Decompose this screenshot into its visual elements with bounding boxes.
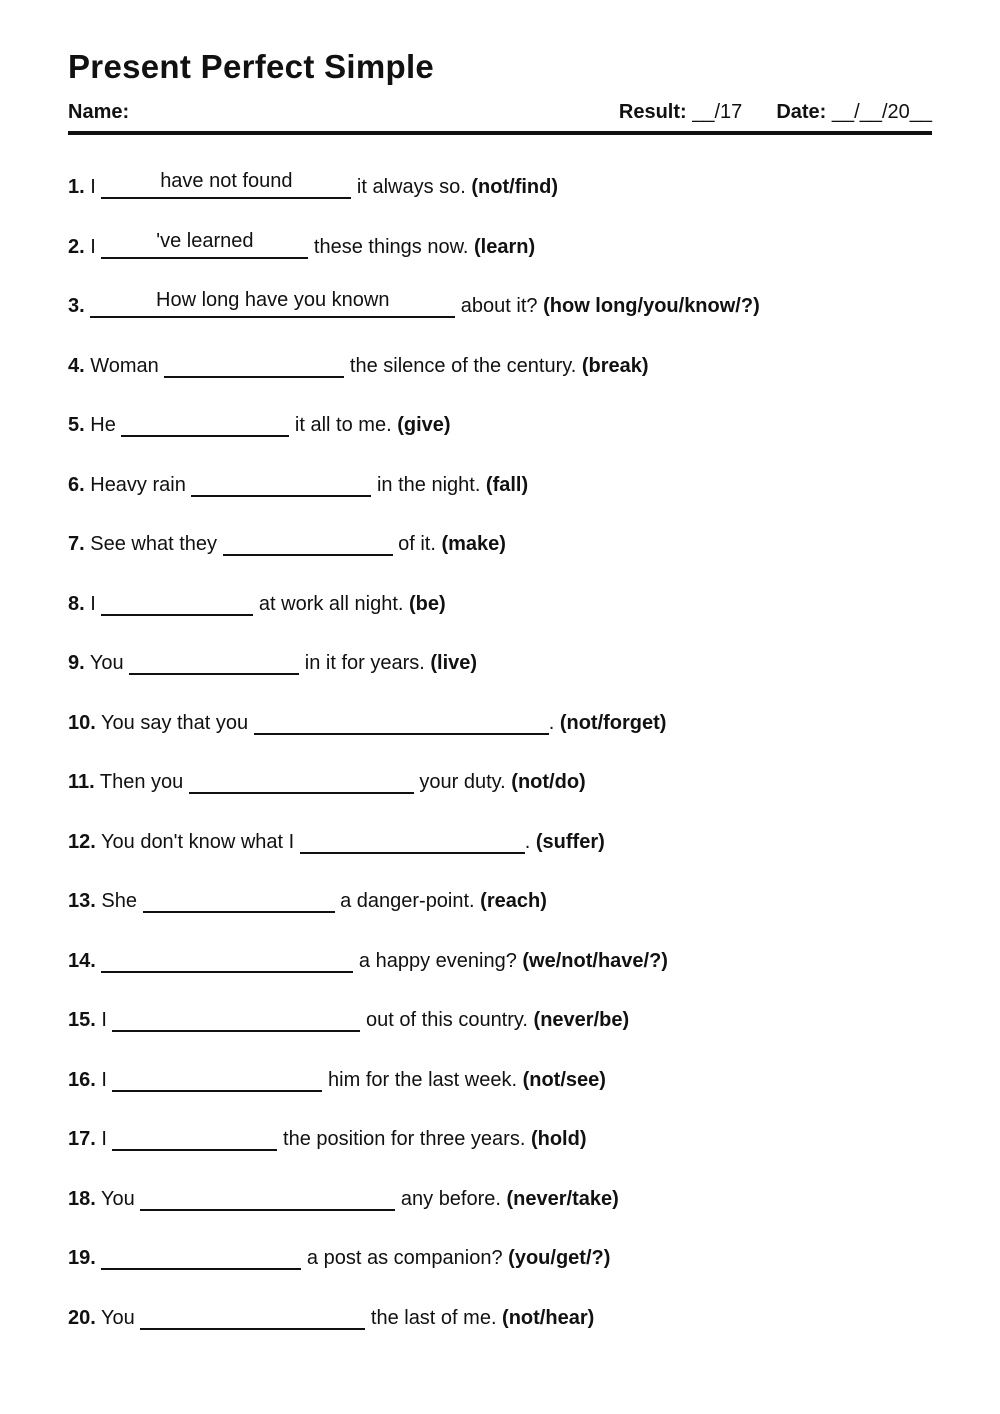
item-pre-text: You don't know what I	[95, 830, 300, 853]
item-number: 4.	[68, 354, 85, 377]
exercise-list	[68, 170, 932, 1331]
blank-answer-text: 've learned	[156, 229, 254, 252]
blank-answer-text: How long have you known	[156, 289, 390, 311]
item-post-text: .	[524, 830, 531, 853]
item-number: 20.	[68, 1306, 96, 1329]
answer-blank[interactable]	[112, 1125, 277, 1151]
exercise-item	[68, 828, 932, 855]
item-hint: (make)	[435, 533, 506, 555]
item-post-text: .	[548, 711, 555, 734]
answer-blank[interactable]	[254, 709, 549, 735]
exercise-item	[68, 530, 932, 557]
item-hint: (not/do)	[505, 771, 586, 793]
item-post-text: the silence of the century.	[344, 354, 577, 377]
item-post-text: your duty.	[413, 771, 506, 793]
item-post-text: about it?	[455, 295, 538, 317]
item-hint: (you/get/?)	[502, 1247, 611, 1269]
answer-blank[interactable]	[90, 289, 455, 318]
blank-answer-text: have not found	[160, 170, 293, 192]
item-hint: (reach)	[474, 890, 547, 912]
item-post-text: the position for three years.	[277, 1128, 526, 1150]
item-pre-text: I	[95, 1009, 113, 1031]
exercise-item	[68, 590, 932, 617]
item-number: 18.	[68, 1187, 96, 1210]
item-pre-text: You	[95, 1306, 141, 1329]
item-post-text: a danger-point.	[334, 890, 475, 912]
item-post-text: it all to me.	[289, 414, 392, 436]
item-number: 10.	[68, 711, 96, 734]
item-hint: (fall)	[480, 473, 529, 496]
answer-blank[interactable]	[101, 590, 253, 616]
exercise-item	[68, 1125, 932, 1152]
item-number: 16.	[68, 1068, 96, 1091]
item-pre-text: I	[84, 176, 102, 198]
item-hint: (suffer)	[530, 830, 605, 853]
item-post-text: out of this country.	[360, 1009, 528, 1031]
header-meta-row	[68, 100, 932, 124]
page-title: Present Perfect Simple	[68, 48, 435, 85]
item-post-text: it always so.	[351, 176, 466, 198]
item-post-text: the last of me.	[365, 1306, 497, 1329]
answer-blank[interactable]	[112, 1006, 360, 1032]
item-post-text: in it for years.	[299, 652, 425, 674]
item-number: 12.	[68, 830, 96, 853]
item-pre-text: I	[84, 592, 102, 615]
answer-blank[interactable]	[191, 471, 371, 497]
item-number: 17.	[68, 1128, 96, 1150]
item-hint: (not/hear)	[496, 1306, 595, 1329]
item-pre-text: See what they	[84, 533, 223, 555]
exercise-item	[68, 289, 932, 319]
answer-blank[interactable]	[140, 1185, 395, 1211]
item-hint: (we/not/have/?)	[516, 949, 668, 972]
exercise-item	[68, 352, 932, 379]
item-post-text: him for the last week.	[322, 1068, 518, 1091]
result-date-group	[619, 100, 932, 124]
exercise-item	[68, 170, 932, 200]
item-post-text: any before.	[395, 1187, 501, 1210]
exercise-item	[68, 411, 932, 438]
item-number: 19.	[68, 1247, 96, 1269]
item-post-text: of it.	[392, 533, 436, 555]
item-hint: (never/be)	[527, 1009, 630, 1031]
item-hint: (hold)	[525, 1128, 587, 1150]
item-number: 2.	[68, 235, 85, 258]
item-post-text: these things now.	[308, 235, 469, 258]
name-label: Name:	[68, 101, 130, 123]
exercise-item	[68, 1006, 932, 1033]
item-number: 11.	[68, 771, 95, 793]
exercise-item	[68, 471, 932, 498]
item-hint: (learn)	[468, 235, 536, 258]
item-hint: (never/take)	[500, 1187, 619, 1210]
item-number: 8.	[68, 592, 85, 615]
exercise-item	[68, 229, 932, 260]
item-post-text: a happy evening?	[353, 949, 517, 972]
answer-blank[interactable]	[101, 170, 351, 199]
item-pre-text: I	[95, 1068, 113, 1091]
item-post-text: at work all night.	[253, 592, 404, 615]
answer-blank[interactable]	[140, 1304, 365, 1330]
item-number: 13.	[68, 890, 96, 912]
exercise-item	[68, 1304, 932, 1331]
item-hint: (not/find)	[465, 176, 559, 198]
answer-blank[interactable]	[164, 352, 344, 378]
answer-blank[interactable]	[101, 1244, 301, 1270]
item-hint: (give)	[391, 414, 451, 436]
date-value: __/__/20__	[831, 101, 932, 123]
answer-blank[interactable]	[143, 887, 335, 913]
item-number: 3.	[68, 295, 85, 317]
item-pre-text: I	[84, 235, 102, 258]
exercise-item	[68, 1066, 932, 1093]
exercise-item	[68, 649, 932, 676]
item-pre-text: Woman	[84, 354, 165, 377]
item-pre-text: I	[95, 1128, 113, 1150]
answer-blank[interactable]	[300, 828, 525, 854]
result-value: __/17	[692, 101, 743, 123]
date-label: Date:	[776, 101, 827, 123]
answer-blank[interactable]	[101, 229, 308, 259]
item-number: 5.	[68, 414, 85, 436]
answer-blank[interactable]	[129, 649, 299, 675]
item-pre-text: He	[84, 414, 122, 436]
item-pre-text: Then you	[94, 771, 189, 793]
answer-blank[interactable]	[189, 768, 414, 794]
item-hint: (be)	[403, 592, 446, 615]
item-hint: (not/see)	[517, 1068, 606, 1091]
item-number: 14.	[68, 949, 96, 972]
item-number: 1.	[68, 176, 85, 198]
item-hint: (not/forget)	[554, 711, 667, 734]
header-rule	[68, 131, 932, 135]
item-pre-text: You	[95, 1187, 141, 1210]
answer-blank[interactable]	[101, 947, 353, 973]
result-label: Result:	[618, 101, 687, 123]
exercise-item	[68, 947, 932, 974]
item-hint: (live)	[424, 652, 478, 674]
exercise-item	[68, 709, 932, 736]
result-field	[619, 100, 742, 124]
answer-blank[interactable]	[112, 1066, 322, 1092]
item-number: 7.	[68, 533, 85, 555]
item-number: 6.	[68, 473, 85, 496]
exercise-item	[68, 1244, 932, 1271]
item-number: 15.	[68, 1009, 96, 1031]
item-pre-text: She	[95, 890, 143, 912]
item-number: 9.	[68, 652, 85, 674]
date-field	[776, 100, 932, 124]
exercise-item	[68, 768, 932, 795]
item-hint: (how long/you/know/?)	[537, 295, 760, 317]
answer-blank[interactable]	[223, 530, 393, 556]
answer-blank[interactable]	[121, 411, 289, 437]
item-pre-text: You say that you	[95, 711, 254, 734]
item-post-text: in the night.	[371, 473, 481, 496]
item-post-text: a post as companion?	[301, 1247, 503, 1269]
exercise-item	[68, 1185, 932, 1212]
exercise-item	[68, 887, 932, 914]
item-pre-text: Heavy rain	[84, 473, 192, 496]
item-hint: (break)	[576, 354, 649, 377]
item-pre-text: You	[84, 652, 130, 674]
